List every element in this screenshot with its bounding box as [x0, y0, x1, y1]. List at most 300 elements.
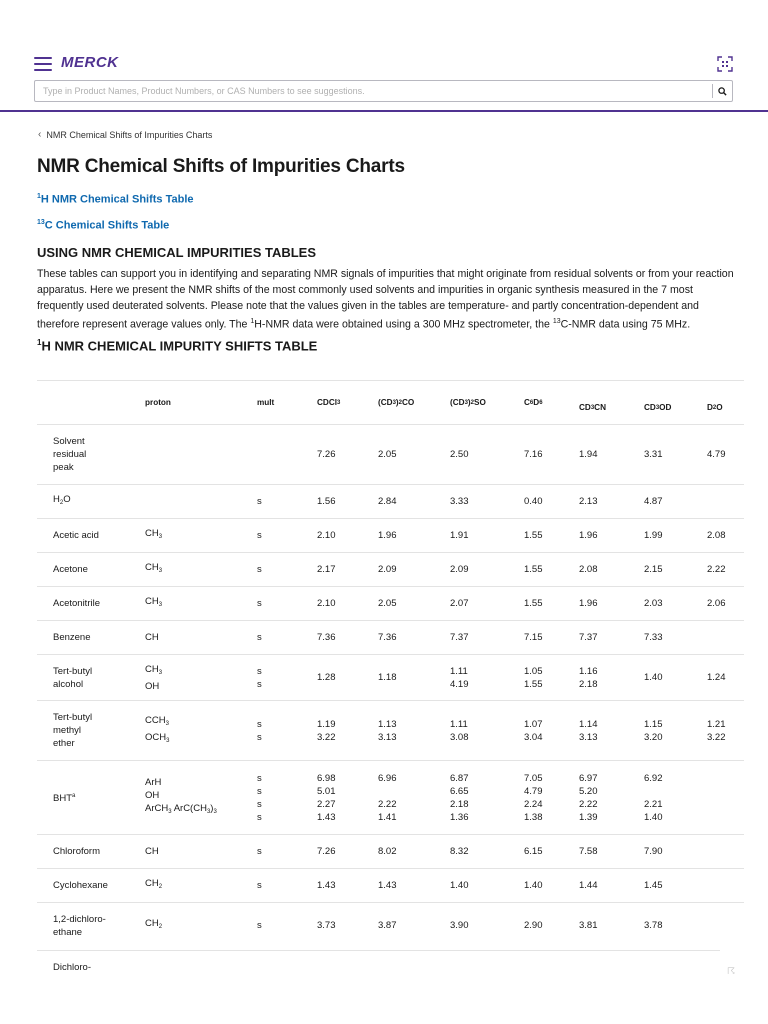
mult-cell-line: s — [257, 496, 262, 507]
shift-d2o — [707, 655, 726, 700]
compound-name — [53, 587, 133, 620]
shift-c6d6 — [524, 485, 543, 518]
shift-cd3cn — [579, 655, 598, 700]
shift-dmso-d6-line: 3.90 — [450, 920, 469, 931]
shift-acetone-d6-line: 2.09 — [378, 564, 397, 575]
shift-cd3od-line: 1.99 — [644, 530, 663, 541]
shift-dmso-d6-line: 1.11 — [450, 718, 468, 730]
table-row — [37, 620, 744, 654]
shift-dmso-d6 — [450, 587, 469, 620]
breadcrumb-link[interactable]: NMR Chemical Shifts of Impurities Charts — [46, 129, 213, 140]
shift-dmso-d6-line: 2.50 — [450, 449, 469, 460]
table-header-row — [37, 380, 744, 424]
shift-acetone-d6 — [378, 519, 397, 552]
shift-cd3od — [644, 621, 663, 654]
shift-cd3od — [644, 553, 663, 586]
shift-c6d6-line: 1.07 — [524, 718, 543, 730]
compound-name — [53, 485, 133, 518]
page-title: NMR Chemical Shifts of Impurities Charts — [37, 156, 405, 177]
shift-cd3cn — [579, 835, 598, 868]
proton-cell — [145, 903, 250, 948]
shift-cd3od-line: 4.87 — [644, 496, 663, 507]
compound-name — [53, 655, 133, 700]
proton-cell — [145, 553, 250, 586]
compound-name — [53, 519, 133, 552]
compound-name-line: BHT$^a$ — [53, 793, 76, 804]
shift-c6d6 — [524, 553, 543, 586]
shift-dmso-d6-line: 8.32 — [450, 846, 469, 857]
shift-c6d6-line: 1.55 — [524, 678, 543, 690]
proton-cell — [145, 587, 250, 620]
impurity-shifts-table — [37, 380, 744, 948]
shift-acetone-d6-line: 1.18 — [378, 672, 397, 683]
shift-d2o — [707, 519, 726, 552]
shift-c6d6-line: 4.79 — [524, 785, 543, 797]
shift-acetone-d6-line: 1.41 — [378, 811, 397, 823]
compound-name-line: residual — [53, 449, 87, 460]
table-row — [37, 868, 744, 902]
shift-cd3od-line: 7.90 — [644, 846, 663, 857]
shift-cdcl3 — [317, 553, 336, 586]
shift-cd3od-line: 3.31 — [644, 449, 663, 460]
shift-cdcl3 — [317, 519, 336, 552]
mult-cell-line: s — [257, 880, 262, 891]
shift-dmso-d6-line: 2.09 — [450, 564, 469, 575]
mult-cell-line: s — [257, 665, 262, 677]
mult-cell — [257, 869, 277, 902]
section-heading-table: $^1$H NMR CHEMICAL IMPURITY SHIFTS TABLE — [37, 338, 318, 354]
search-input[interactable] — [35, 81, 712, 101]
mult-cell-line: s — [257, 598, 262, 609]
shift-cdcl3-line: 5.01 — [317, 785, 336, 797]
proton-cell-line: ArH — [145, 777, 162, 788]
shift-acetone-d6 — [378, 621, 397, 654]
mult-cell — [257, 761, 277, 834]
shift-cdcl3-line: 7.26 — [317, 449, 336, 460]
shift-cd3cn-line: 2.08 — [579, 564, 598, 575]
proton-cell-line: CH — [145, 632, 159, 643]
mult-cell — [257, 621, 277, 654]
shift-c6d6-line: 1.55 — [524, 598, 543, 609]
shift-cdcl3 — [317, 485, 336, 518]
shift-cd3cn — [579, 761, 598, 834]
col-header-acetone-d6: (CD 3 ) 2 CO — [378, 398, 415, 407]
page-corner-icon: ☈ — [727, 966, 736, 976]
mult-cell-line: s — [257, 772, 262, 784]
mult-cell-line: s — [257, 846, 262, 857]
shift-cdcl3 — [317, 587, 336, 620]
shift-acetone-d6 — [378, 425, 397, 484]
shift-cd3od — [644, 485, 663, 518]
shift-cd3cn-line: 2.13 — [579, 496, 598, 507]
compound-name-line: Acetone — [53, 564, 88, 575]
mult-cell — [257, 655, 277, 700]
table-row — [37, 834, 744, 868]
shift-cd3cn-line: 6.97 — [579, 772, 598, 784]
shift-cd3od — [644, 835, 663, 868]
compound-name-line: ethane — [53, 926, 83, 938]
compound-name — [53, 553, 133, 586]
shift-dmso-d6-line: 4.19 — [450, 678, 469, 690]
proton-cell-line: OH — [145, 680, 160, 692]
compound-name-line: Tert-butyl — [53, 712, 93, 723]
shift-dmso-d6 — [450, 761, 469, 834]
proton-cell — [145, 425, 250, 484]
shift-c6d6-line: 7.15 — [524, 632, 543, 643]
shift-c6d6 — [524, 835, 543, 868]
shift-cdcl3-line: 1.56 — [317, 496, 336, 507]
shift-acetone-d6 — [378, 553, 397, 586]
shift-cd3cn — [579, 903, 598, 948]
mult-cell — [257, 701, 277, 760]
intro-paragraph: These tables can support you in identifying and separating NMR signals of impurities that might originate from residual solvents or from your reaction apparatus. Here we present the NMR shifts of the most commonly used solvents and impurities in organic synthesis measured in the 7 most frequently used deuterated solvents. Please note that the values given in the tables are temperature- and partly concentration-dependent and therefore represent average values only. The $^1$H-NMR data were obtained using a 300 MHz spectrometer, the $^{13}$C-NMR data using 75 MHz. — [37, 268, 734, 331]
shift-acetone-d6 — [378, 485, 397, 518]
site-header — [0, 0, 768, 112]
proton-cell — [145, 701, 250, 760]
shift-acetone-d6-line: 2.22 — [378, 798, 397, 810]
proton-cell — [145, 655, 250, 700]
shift-cdcl3-line: 2.17 — [317, 564, 336, 575]
table-body — [37, 424, 744, 948]
shift-cdcl3-line: 1.28 — [317, 672, 336, 683]
col-header-proton: proton — [145, 398, 171, 407]
proton-cell — [145, 485, 250, 518]
shift-cd3cn — [579, 701, 598, 760]
mult-cell-line: s — [257, 920, 262, 931]
shift-cd3cn-line: 1.44 — [579, 880, 598, 891]
shift-cd3cn-line: 1.14 — [579, 718, 598, 730]
chevron-left-icon: ‹ — [38, 129, 42, 140]
table-row — [37, 552, 744, 586]
compound-name — [53, 869, 133, 902]
shift-cd3od-line: 2.15 — [644, 564, 663, 575]
table-row — [37, 700, 744, 760]
mult-cell — [257, 903, 277, 948]
shift-acetone-d6-line: 7.36 — [378, 632, 397, 643]
table-row — [37, 654, 744, 700]
shift-cd3od-line: 3.78 — [644, 920, 663, 931]
shift-dmso-d6 — [450, 835, 469, 868]
shift-cd3cn-line: 7.58 — [579, 846, 598, 857]
shift-c6d6 — [524, 655, 543, 700]
compound-name-line: Cyclohexane — [53, 880, 108, 891]
anchor-1h-nmr-table[interactable]: $^1$H NMR Chemical Shifts Table — [37, 193, 194, 206]
shift-dmso-d6 — [450, 655, 469, 700]
proton-cell — [145, 621, 250, 654]
shift-d2o-line: 1.24 — [707, 672, 726, 683]
shift-c6d6 — [524, 621, 543, 654]
shift-acetone-d6-line: 8.02 — [378, 846, 397, 857]
table-row — [37, 518, 744, 552]
compound-name-line: Benzene — [53, 632, 91, 643]
shift-acetone-d6 — [378, 903, 397, 948]
shift-cd3od-line — [644, 785, 663, 798]
compound-name — [53, 835, 133, 868]
shift-d2o-line: 3.22 — [707, 731, 726, 743]
shift-d2o-line: 2.22 — [707, 564, 726, 575]
proton-cell-line: $CH_3$ — [145, 562, 163, 574]
shift-cd3od-line: 2.21 — [644, 798, 663, 810]
shift-cdcl3 — [317, 903, 336, 948]
shift-cdcl3-line: 1.43 — [317, 811, 336, 823]
compound-name-line: methyl — [53, 725, 81, 736]
section-heading-using: USING NMR CHEMICAL IMPURITIES TABLES — [37, 245, 317, 260]
shift-c6d6-line: 0.40 — [524, 496, 543, 507]
shift-cdcl3 — [317, 761, 336, 834]
compound-name — [53, 425, 133, 484]
shift-cd3od — [644, 519, 663, 552]
shift-d2o — [707, 425, 726, 484]
shift-cd3od-line: 2.03 — [644, 598, 663, 609]
shift-c6d6-line: 1.40 — [524, 880, 543, 891]
shift-cdcl3-line: 2.27 — [317, 798, 336, 810]
shift-cd3od-line: 6.92 — [644, 772, 663, 784]
compound-name-line: Solvent — [53, 436, 85, 447]
shift-cd3od — [644, 701, 663, 760]
shift-cd3cn-line: 7.37 — [579, 632, 598, 643]
compound-name-line: 1,2-dichloro- — [53, 913, 106, 925]
col-header-d2o: D 2 O — [707, 403, 723, 412]
shift-cd3od — [644, 425, 663, 484]
shift-d2o-line: 2.08 — [707, 530, 726, 541]
brand-logo[interactable]: MERCK — [61, 54, 119, 71]
proton-cell — [145, 761, 250, 834]
shift-cd3cn-line: 1.96 — [579, 530, 598, 541]
shift-cd3od — [644, 903, 663, 948]
shift-acetone-d6 — [378, 835, 397, 868]
shift-cd3od — [644, 869, 663, 902]
shift-c6d6-line: 1.38 — [524, 811, 543, 823]
shift-cd3cn — [579, 553, 598, 586]
shift-cd3od-line: 1.15 — [644, 718, 663, 730]
shift-cdcl3-line: 7.26 — [317, 846, 336, 857]
shift-cdcl3-line: 1.43 — [317, 880, 336, 891]
table-row-partial: Dichloro- — [53, 962, 92, 973]
shift-c6d6-line: 7.05 — [524, 772, 543, 784]
proton-cell-line: CH — [145, 846, 159, 857]
compound-name-line: ether — [53, 738, 75, 749]
shift-acetone-d6-line: 1.96 — [378, 530, 397, 541]
shift-dmso-d6 — [450, 903, 469, 948]
proton-cell-line: $CH_2$ — [145, 878, 163, 890]
mult-cell-line: s — [257, 678, 262, 690]
compound-name — [53, 621, 133, 654]
shift-c6d6-line: 1.55 — [524, 564, 543, 575]
shift-cd3cn-line: 3.13 — [579, 731, 598, 743]
mult-cell-line: s — [257, 811, 262, 823]
shift-dmso-d6 — [450, 425, 469, 484]
col-header-dmso-d6: (CD 3 ) 2 SO — [450, 398, 486, 407]
shift-cdcl3 — [317, 701, 336, 760]
shift-c6d6-line: 6.15 — [524, 846, 543, 857]
shift-cd3od-line: 7.33 — [644, 632, 663, 643]
proton-cell-line: $CH_3$ — [145, 528, 163, 540]
shift-c6d6-line: 1.55 — [524, 530, 543, 541]
proton-cell — [145, 519, 250, 552]
shift-cd3od — [644, 655, 663, 700]
shift-dmso-d6-line: 3.33 — [450, 496, 469, 507]
shift-dmso-d6 — [450, 701, 469, 760]
shift-cd3cn — [579, 425, 598, 484]
shift-d2o — [707, 587, 726, 620]
shift-cd3cn — [579, 587, 598, 620]
search-button[interactable] — [712, 84, 732, 98]
table-row — [37, 760, 744, 834]
shift-cdcl3 — [317, 655, 336, 700]
menu-icon[interactable] — [34, 57, 52, 71]
shift-dmso-d6 — [450, 553, 469, 586]
shift-dmso-d6-line: 2.18 — [450, 798, 469, 810]
shift-acetone-d6 — [378, 701, 397, 760]
shift-dmso-d6 — [450, 869, 469, 902]
shift-acetone-d6 — [378, 587, 397, 620]
shift-cd3cn — [579, 519, 598, 552]
shift-acetone-d6-line: 1.13 — [378, 718, 397, 730]
shift-acetone-d6-line: 2.05 — [378, 449, 397, 460]
shift-acetone-d6-line: 1.43 — [378, 880, 397, 891]
shift-acetone-d6 — [378, 869, 397, 902]
search-icon — [718, 87, 727, 96]
shift-cdcl3-line: 2.10 — [317, 598, 336, 609]
mult-cell — [257, 425, 277, 484]
shift-d2o-line: 1.21 — [707, 718, 726, 730]
shift-d2o — [707, 701, 726, 760]
proton-cell-line: $CH_2$ — [145, 918, 163, 930]
shift-dmso-d6 — [450, 621, 469, 654]
shift-cdcl3 — [317, 835, 336, 868]
shift-dmso-d6-line: 7.37 — [450, 632, 469, 643]
proton-cell — [145, 835, 250, 868]
shift-c6d6 — [524, 587, 543, 620]
table-row — [37, 424, 744, 484]
table-row — [37, 484, 744, 518]
mult-cell-line: s — [257, 564, 262, 575]
shift-cd3cn — [579, 869, 598, 902]
shift-cd3cn-line: 1.39 — [579, 811, 598, 823]
shift-cdcl3-line: 6.98 — [317, 772, 336, 784]
col-header-mult: mult — [257, 398, 275, 407]
shift-cd3od-line: 3.20 — [644, 731, 663, 743]
shift-cdcl3 — [317, 621, 336, 654]
mult-cell — [257, 587, 277, 620]
mult-cell-line: s — [257, 785, 262, 797]
proton-cell — [145, 869, 250, 902]
shift-c6d6 — [524, 869, 543, 902]
shift-cd3od-line: 1.45 — [644, 880, 663, 891]
compound-name-line: Tert-butyl — [53, 665, 93, 677]
shift-dmso-d6 — [450, 519, 469, 552]
col-header-c6d6: C 6 D 6 — [524, 398, 543, 407]
mult-cell — [257, 519, 277, 552]
shift-dmso-d6 — [450, 485, 469, 518]
shift-cd3od-line: 1.40 — [644, 672, 663, 683]
shift-c6d6 — [524, 425, 543, 484]
shift-cd3cn-line: 1.94 — [579, 449, 598, 460]
compound-name — [53, 761, 133, 834]
shift-d2o-line: 4.79 — [707, 449, 726, 460]
proton-cell-line: $OCH_3$ — [145, 731, 170, 744]
shift-dmso-d6-line: 1.40 — [450, 880, 469, 891]
anchor-13c-table[interactable]: $^{13}$C Chemical Shifts Table — [37, 219, 170, 232]
shift-cd3cn-line: 1.96 — [579, 598, 598, 609]
shift-cd3cn-line: 3.81 — [579, 920, 598, 931]
shift-dmso-d6-line: 2.07 — [450, 598, 469, 609]
shift-cd3od — [644, 761, 663, 834]
table-row — [37, 902, 744, 948]
shift-dmso-d6-line: 1.36 — [450, 811, 469, 823]
shift-cd3od-line: 1.40 — [644, 811, 663, 823]
shift-d2o-line: 2.06 — [707, 598, 726, 609]
shift-c6d6-line: 3.04 — [524, 731, 543, 743]
shift-dmso-d6-line: 6.65 — [450, 785, 469, 797]
shift-c6d6-line: 7.16 — [524, 449, 543, 460]
shift-d2o — [707, 553, 726, 586]
shift-c6d6-line: 2.24 — [524, 798, 543, 810]
shift-dmso-d6-line: 3.08 — [450, 731, 469, 743]
proton-cell-line: ArCH$_3$ $ArC(CH_3)_3$ — [145, 803, 217, 815]
mult-cell-line: s — [257, 718, 262, 730]
mult-cell-line: s — [257, 530, 262, 541]
proton-cell-line: $CH_3$ — [145, 663, 163, 676]
search-bar — [34, 80, 733, 102]
shift-c6d6 — [524, 701, 543, 760]
shift-cd3cn — [579, 621, 598, 654]
compound-name — [53, 903, 133, 948]
shift-dmso-d6-line: 6.87 — [450, 772, 469, 784]
shift-dmso-d6-line: 1.11 — [450, 665, 468, 677]
proton-cell-line: $CCH_3$ — [145, 714, 169, 727]
barcode-scan-icon[interactable] — [717, 56, 733, 72]
col-header-cd3cn: CD 3 CN — [579, 403, 606, 412]
compound-name-line: alcohol — [53, 678, 84, 690]
mult-cell — [257, 485, 277, 518]
table-row — [37, 586, 744, 620]
shift-acetone-d6-line: 2.05 — [378, 598, 397, 609]
shift-c6d6 — [524, 761, 543, 834]
compound-name-line: Acetic acid — [53, 530, 99, 541]
shift-c6d6-line: 2.90 — [524, 920, 543, 931]
shift-acetone-d6-line — [378, 785, 397, 798]
col-header-cdcl3: CDCl 3 — [317, 398, 341, 407]
mult-cell-line: s — [257, 798, 262, 810]
shift-c6d6 — [524, 903, 543, 948]
shift-cd3od — [644, 587, 663, 620]
proton-cell-line: OH — [145, 790, 160, 801]
shift-acetone-d6-line: 3.13 — [378, 731, 397, 743]
shift-cdcl3-line: 3.73 — [317, 920, 336, 931]
shift-cd3cn-line: 1.16 — [579, 665, 598, 677]
shift-cdcl3-line: 3.22 — [317, 731, 336, 743]
compound-name — [53, 701, 133, 760]
shift-cdcl3 — [317, 869, 336, 902]
shift-acetone-d6-line: 3.87 — [378, 920, 397, 931]
mult-cell-line: s — [257, 632, 262, 643]
shift-cdcl3-line: 2.10 — [317, 530, 336, 541]
col-header-cd3od: CD 3 OD — [644, 403, 672, 412]
shift-acetone-d6 — [378, 655, 397, 700]
mult-cell — [257, 835, 277, 868]
compound-name-line: Chloroform — [53, 846, 100, 857]
shift-acetone-d6-line: 6.96 — [378, 772, 397, 784]
shift-cdcl3-line: 7.36 — [317, 632, 336, 643]
table-divider — [37, 950, 720, 951]
shift-cd3cn — [579, 485, 598, 518]
breadcrumb[interactable] — [38, 129, 212, 140]
shift-acetone-d6-line: 2.84 — [378, 496, 397, 507]
proton-cell-line: $CH_3$ — [145, 596, 163, 608]
shift-cd3cn-line: 5.20 — [579, 785, 598, 797]
shift-cd3cn-line: 2.18 — [579, 678, 598, 690]
